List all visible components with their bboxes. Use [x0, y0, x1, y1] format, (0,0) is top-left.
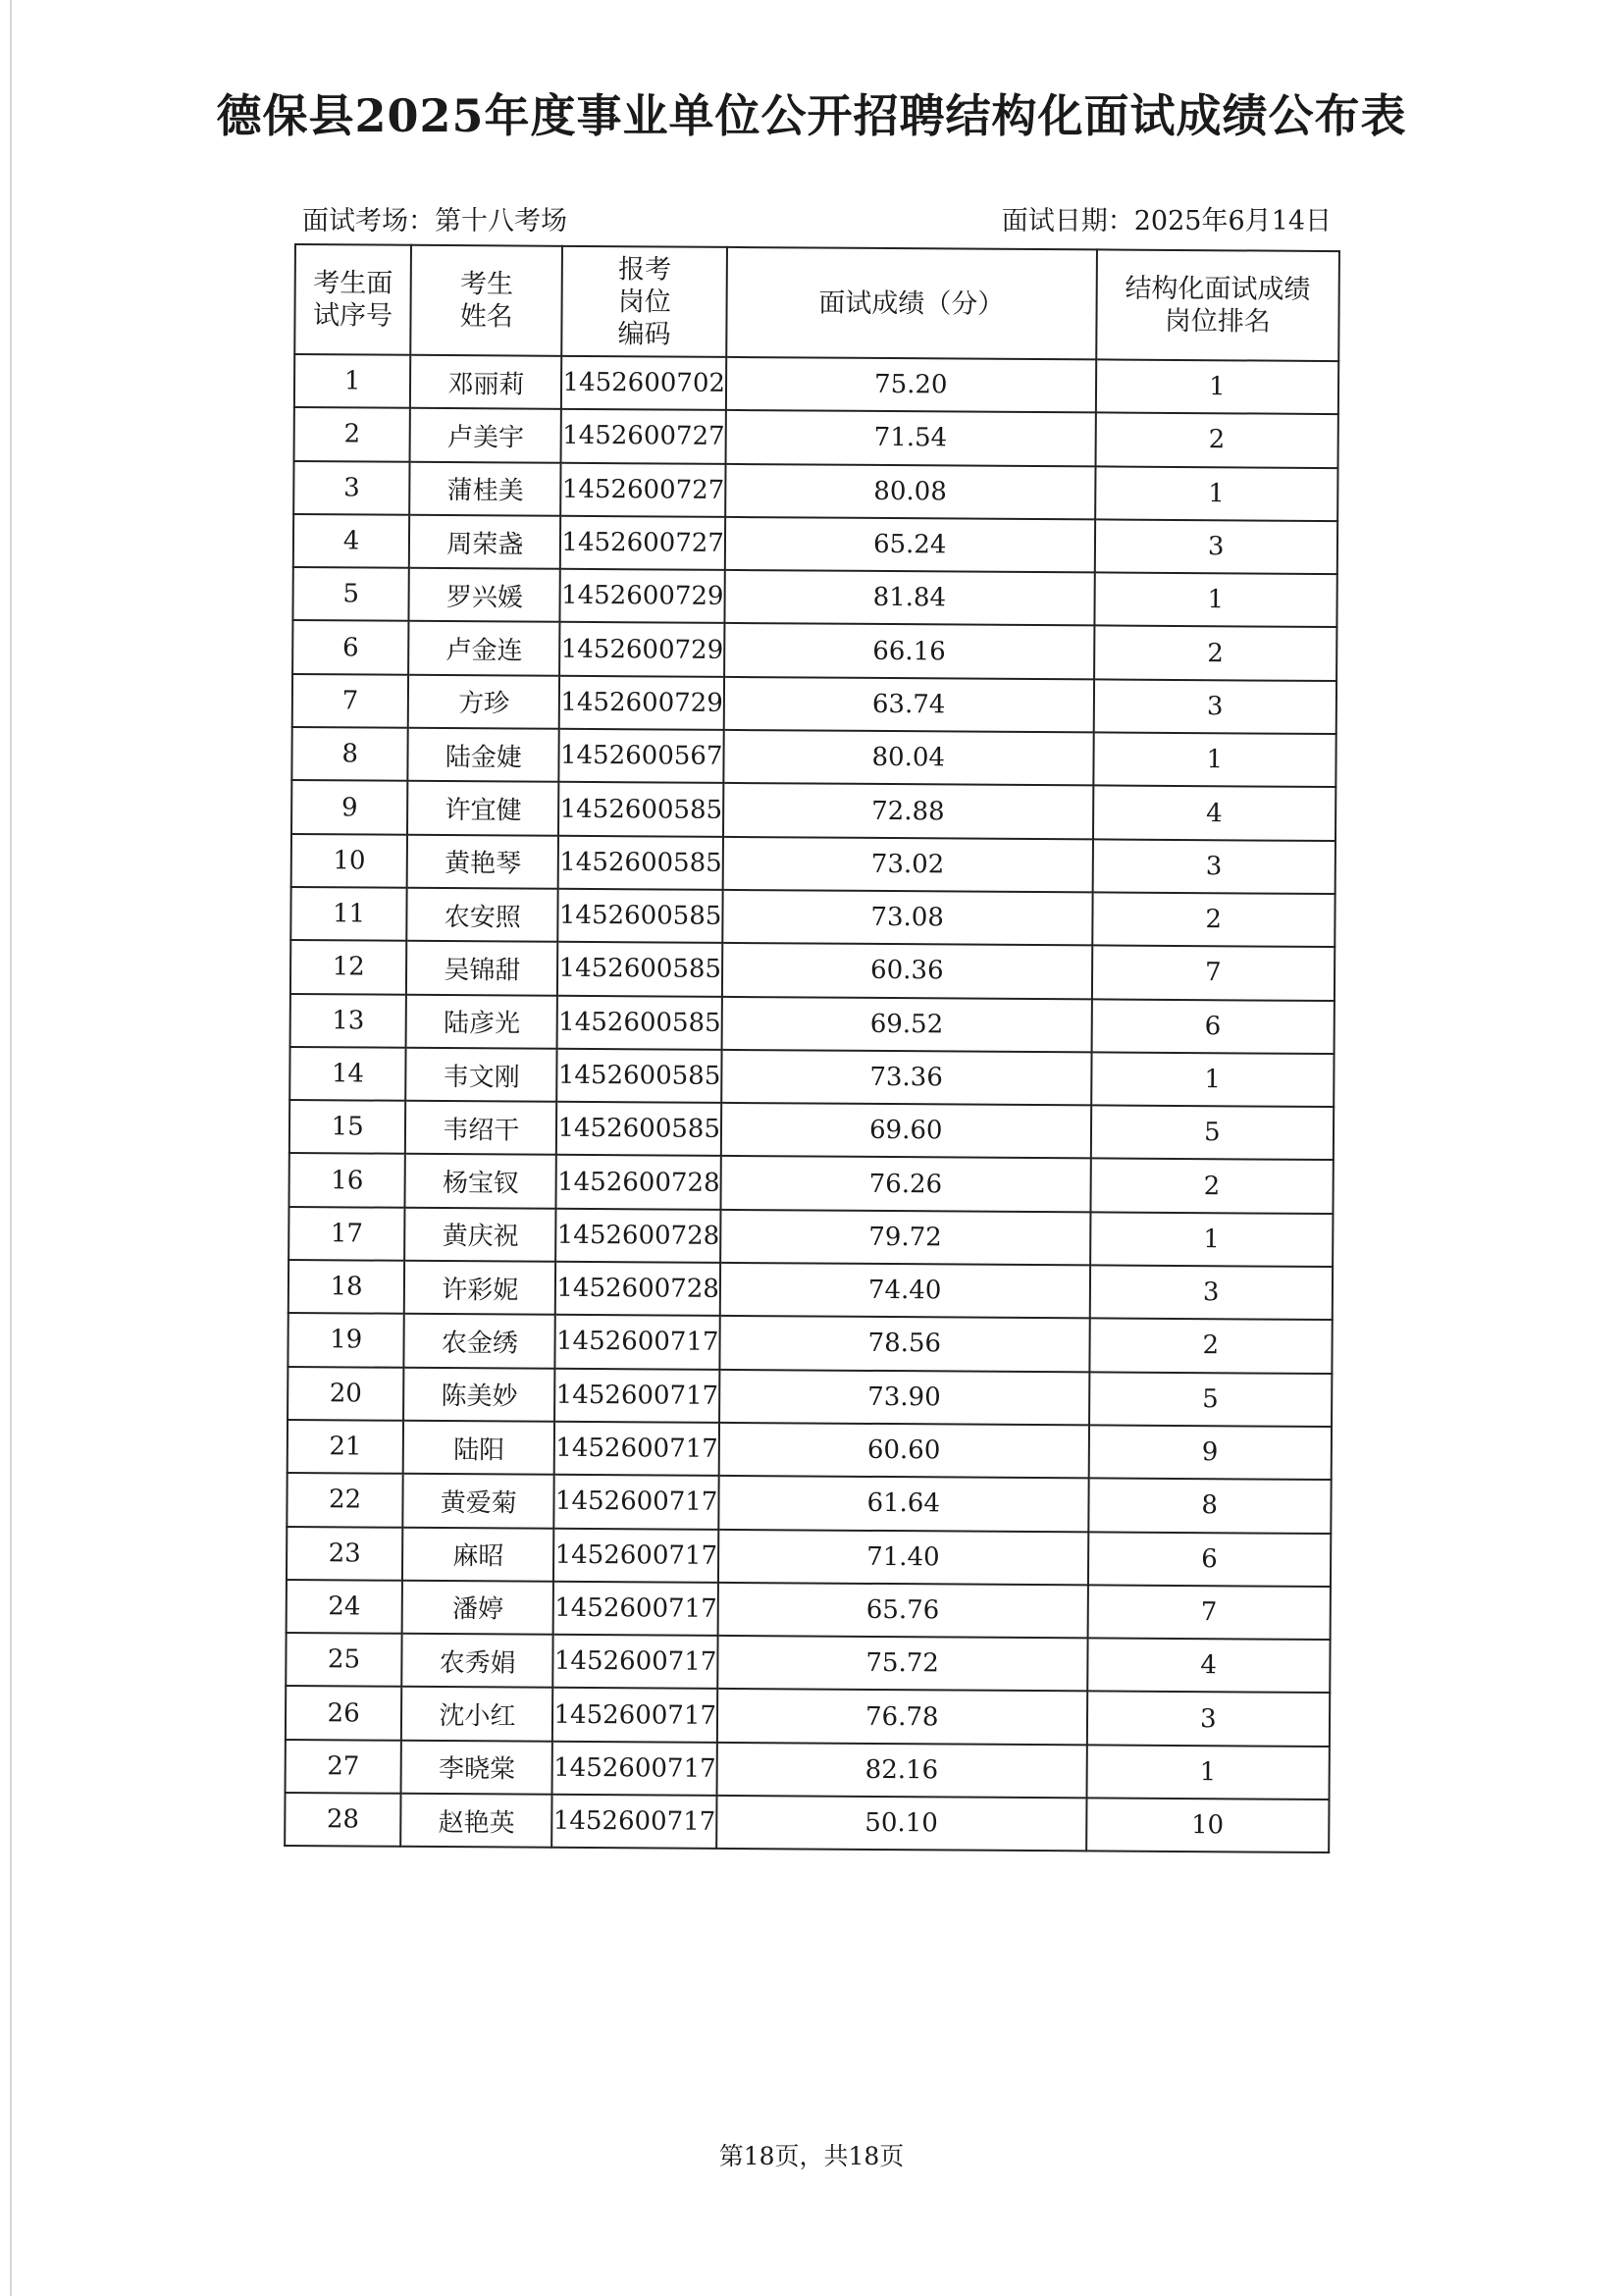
header-seq — [294, 244, 411, 355]
name-cell: 陈美妙 — [403, 1367, 555, 1421]
rank-cell: 1 — [1093, 732, 1336, 787]
code-cell: 1452600717 — [552, 1688, 717, 1742]
name-cell: 卢金连 — [408, 621, 560, 675]
seq-cell: 12 — [290, 940, 407, 994]
name-cell: 农安照 — [406, 888, 558, 942]
score-cell: 71.40 — [718, 1529, 1088, 1585]
venue-label: 面试考场：第十八考场 — [302, 206, 567, 236]
rank-cell: 2 — [1092, 892, 1335, 947]
score-cell: 80.08 — [725, 464, 1095, 520]
score-cell: 65.24 — [725, 517, 1095, 573]
name-cell: 黄艳琴 — [407, 834, 559, 888]
header-code-text: 报考 岗位 编码 — [617, 253, 672, 350]
rank-cell: 9 — [1088, 1425, 1332, 1480]
score-cell: 75.72 — [717, 1636, 1087, 1692]
code-cell: 1452600585 — [557, 1049, 722, 1103]
table-row — [291, 834, 1335, 894]
seq-cell: 18 — [288, 1260, 405, 1314]
code-cell: 1452600585 — [558, 889, 723, 943]
seq-cell: 10 — [291, 834, 408, 888]
rank-cell: 3 — [1094, 519, 1337, 574]
name-cell: 吴锦甜 — [406, 941, 558, 995]
seq-cell: 23 — [287, 1527, 403, 1581]
code-cell: 1452600717 — [554, 1475, 719, 1529]
seq-cell: 21 — [288, 1420, 404, 1474]
rank-cell: 3 — [1092, 839, 1335, 894]
code-cell: 1452600585 — [556, 1102, 721, 1156]
rank-cell: 1 — [1086, 1745, 1330, 1800]
code-cell: 1452600727 — [561, 409, 726, 463]
score-cell: 71.54 — [725, 410, 1095, 466]
name-cell: 农金绣 — [404, 1314, 556, 1368]
name-cell: 蒲桂美 — [409, 461, 561, 515]
rank-cell: 4 — [1093, 786, 1336, 841]
table-row — [288, 1313, 1332, 1373]
table-row — [287, 1580, 1331, 1640]
seq-cell: 6 — [292, 620, 409, 674]
rank-cell: 2 — [1089, 1319, 1333, 1374]
name-cell: 韦文刚 — [405, 1048, 557, 1102]
code-cell: 1452600585 — [558, 782, 723, 836]
code-cell: 1452600717 — [553, 1635, 718, 1689]
score-cell: 74.40 — [720, 1263, 1090, 1319]
seq-cell: 24 — [287, 1580, 403, 1634]
seq-cell: 22 — [287, 1473, 403, 1527]
code-cell: 1452600728 — [555, 1262, 720, 1316]
rank-cell: 1 — [1095, 466, 1338, 521]
rank-cell: 2 — [1094, 626, 1337, 681]
name-cell: 陆彦光 — [406, 994, 558, 1048]
score-cell: 75.20 — [726, 357, 1096, 413]
seq-cell: 19 — [288, 1313, 404, 1367]
seq-cell: 2 — [294, 407, 411, 461]
code-cell: 1452600717 — [552, 1795, 717, 1849]
seq-cell: 7 — [292, 674, 409, 728]
table-row — [294, 354, 1338, 414]
score-cell: 65.76 — [718, 1583, 1088, 1639]
seq-cell: 16 — [288, 1153, 405, 1207]
code-cell: 1452600727 — [560, 516, 725, 570]
score-cell: 73.02 — [723, 837, 1093, 893]
score-cell: 61.64 — [718, 1476, 1088, 1532]
rank-cell: 1 — [1094, 573, 1337, 628]
table-row — [285, 1793, 1329, 1852]
seq-cell: 20 — [288, 1367, 404, 1421]
code-cell: 1452600728 — [556, 1155, 721, 1209]
name-cell: 杨宝钗 — [405, 1154, 557, 1208]
name-cell: 许宜健 — [407, 781, 559, 835]
name-cell: 方珍 — [408, 675, 560, 729]
rank-cell: 5 — [1089, 1372, 1333, 1427]
score-cell: 76.78 — [717, 1689, 1087, 1745]
table-row — [292, 620, 1336, 680]
name-cell: 韦绍干 — [405, 1101, 557, 1155]
name-cell: 潘婷 — [402, 1581, 554, 1635]
rank-cell: 7 — [1087, 1585, 1331, 1640]
code-cell: 1452600585 — [557, 995, 722, 1049]
name-cell: 卢美宇 — [410, 408, 562, 462]
table-row — [288, 1207, 1333, 1267]
score-cell: 50.10 — [716, 1796, 1086, 1852]
code-cell: 1452600728 — [556, 1209, 721, 1263]
seq-cell: 17 — [288, 1207, 405, 1261]
score-cell: 69.52 — [721, 996, 1091, 1052]
table-row — [291, 727, 1335, 787]
code-cell: 1452600717 — [553, 1582, 718, 1636]
score-cell: 73.08 — [722, 890, 1092, 946]
score-cell: 78.56 — [719, 1316, 1089, 1372]
table-row — [293, 514, 1337, 574]
table-row — [286, 1633, 1330, 1693]
rank-cell: 1 — [1091, 1052, 1335, 1107]
seq-cell: 5 — [292, 567, 409, 621]
table-row — [292, 567, 1336, 627]
table-row — [288, 1153, 1333, 1213]
name-cell: 农秀娟 — [401, 1634, 553, 1688]
code-cell: 1452600702 — [561, 356, 726, 410]
seq-cell: 14 — [289, 1047, 406, 1101]
seq-cell: 27 — [286, 1740, 402, 1794]
table-row — [290, 940, 1335, 1000]
table-row — [286, 1686, 1330, 1746]
score-table — [284, 243, 1340, 1853]
table-row — [290, 887, 1335, 947]
header-name — [410, 245, 562, 356]
name-cell: 陆金婕 — [408, 728, 560, 782]
seq-cell: 26 — [286, 1686, 402, 1740]
table-row — [286, 1740, 1330, 1800]
date-label: 面试日期：2025年6月14日 — [1001, 206, 1332, 236]
seq-cell: 13 — [290, 994, 407, 1048]
name-cell: 周荣盏 — [409, 515, 561, 569]
header-rank — [1096, 249, 1339, 361]
code-cell: 1452600717 — [553, 1528, 718, 1582]
seq-cell: 11 — [290, 887, 407, 941]
table-row — [289, 1100, 1334, 1160]
score-cell: 73.36 — [721, 1050, 1091, 1106]
code-cell: 1452600729 — [559, 676, 724, 730]
table-row — [288, 1367, 1332, 1427]
seq-cell: 28 — [285, 1793, 401, 1847]
table-row — [287, 1527, 1331, 1587]
header-score — [726, 247, 1096, 359]
rank-cell: 3 — [1086, 1692, 1330, 1747]
code-cell: 1452600585 — [557, 942, 722, 996]
score-cell: 73.90 — [719, 1370, 1089, 1426]
rank-cell: 5 — [1090, 1106, 1334, 1161]
table-body — [285, 354, 1338, 1852]
rank-cell: 3 — [1093, 679, 1336, 734]
name-cell: 陆阳 — [403, 1421, 555, 1475]
table-row — [288, 1260, 1333, 1320]
score-cell: 81.84 — [724, 570, 1094, 626]
table-row — [287, 1473, 1331, 1533]
score-cell: 63.74 — [724, 677, 1094, 733]
table-row — [288, 1420, 1332, 1480]
rank-cell: 3 — [1089, 1265, 1333, 1320]
table-row — [290, 994, 1335, 1054]
code-cell: 1452600717 — [552, 1741, 717, 1795]
rank-cell: 1 — [1090, 1212, 1334, 1267]
table-row — [291, 780, 1335, 840]
score-cell: 60.60 — [719, 1423, 1089, 1479]
rank-cell: 1 — [1095, 359, 1338, 414]
name-cell: 赵艳英 — [400, 1794, 552, 1848]
seq-cell: 15 — [289, 1100, 406, 1154]
code-cell: 1452600717 — [555, 1315, 720, 1369]
score-cell: 69.60 — [721, 1103, 1091, 1159]
code-cell: 1452600717 — [554, 1422, 719, 1476]
table-header-row — [294, 244, 1339, 361]
rank-cell: 6 — [1091, 999, 1335, 1054]
score-cell: 82.16 — [716, 1743, 1086, 1799]
code-cell: 1452600717 — [555, 1368, 720, 1422]
page-footer: 第18页，共18页 — [718, 2142, 905, 2170]
table-row — [289, 1047, 1334, 1107]
seq-cell: 4 — [293, 514, 410, 568]
rank-cell: 2 — [1090, 1159, 1334, 1214]
rank-cell: 6 — [1088, 1532, 1332, 1587]
code-cell: 1452600729 — [560, 622, 725, 676]
name-cell: 黄庆祝 — [404, 1208, 556, 1262]
header-score-text: 面试成绩（分） — [818, 287, 1005, 320]
seq-cell: 1 — [294, 354, 411, 408]
header-name-text: 考生 姓名 — [459, 269, 514, 333]
rank-cell: 7 — [1091, 946, 1335, 1001]
name-cell: 罗兴媛 — [409, 568, 561, 622]
name-cell: 许彩妮 — [404, 1261, 556, 1315]
rank-cell: 4 — [1087, 1639, 1331, 1694]
rank-cell: 2 — [1095, 413, 1338, 468]
rank-cell: 8 — [1088, 1479, 1332, 1534]
code-cell: 1452600727 — [561, 462, 726, 516]
rank-cell: 10 — [1086, 1798, 1330, 1852]
seq-cell: 25 — [286, 1633, 402, 1687]
page-title: 德保县2025年度事业单位公开招聘结构化面试成绩公布表 — [216, 89, 1407, 142]
score-cell: 80.04 — [723, 730, 1093, 786]
table-row — [292, 674, 1336, 734]
seq-cell: 9 — [291, 780, 408, 834]
name-cell: 麻昭 — [402, 1527, 554, 1581]
code-cell: 1452600585 — [558, 835, 723, 889]
name-cell: 黄爱菊 — [403, 1474, 555, 1528]
page-edge — [10, 0, 12, 2296]
table-row — [294, 407, 1338, 467]
score-cell: 76.26 — [720, 1156, 1090, 1212]
score-cell: 60.36 — [722, 943, 1092, 999]
name-cell: 沈小红 — [401, 1687, 553, 1741]
name-cell: 李晓棠 — [401, 1740, 553, 1794]
code-cell: 1452600729 — [560, 569, 725, 623]
score-cell: 79.72 — [720, 1210, 1090, 1266]
header-seq-text: 考生面 试序号 — [313, 268, 393, 332]
score-cell: 66.16 — [724, 623, 1094, 679]
seq-cell: 3 — [293, 461, 410, 515]
code-cell: 1452600567 — [559, 729, 724, 783]
header-rank-text: 结构化面试成绩 岗位排名 — [1125, 273, 1311, 338]
name-cell: 邓丽莉 — [410, 355, 562, 409]
header-code — [562, 246, 727, 357]
score-cell: 72.88 — [723, 783, 1093, 839]
table-row — [293, 461, 1337, 521]
seq-cell: 8 — [291, 727, 408, 781]
